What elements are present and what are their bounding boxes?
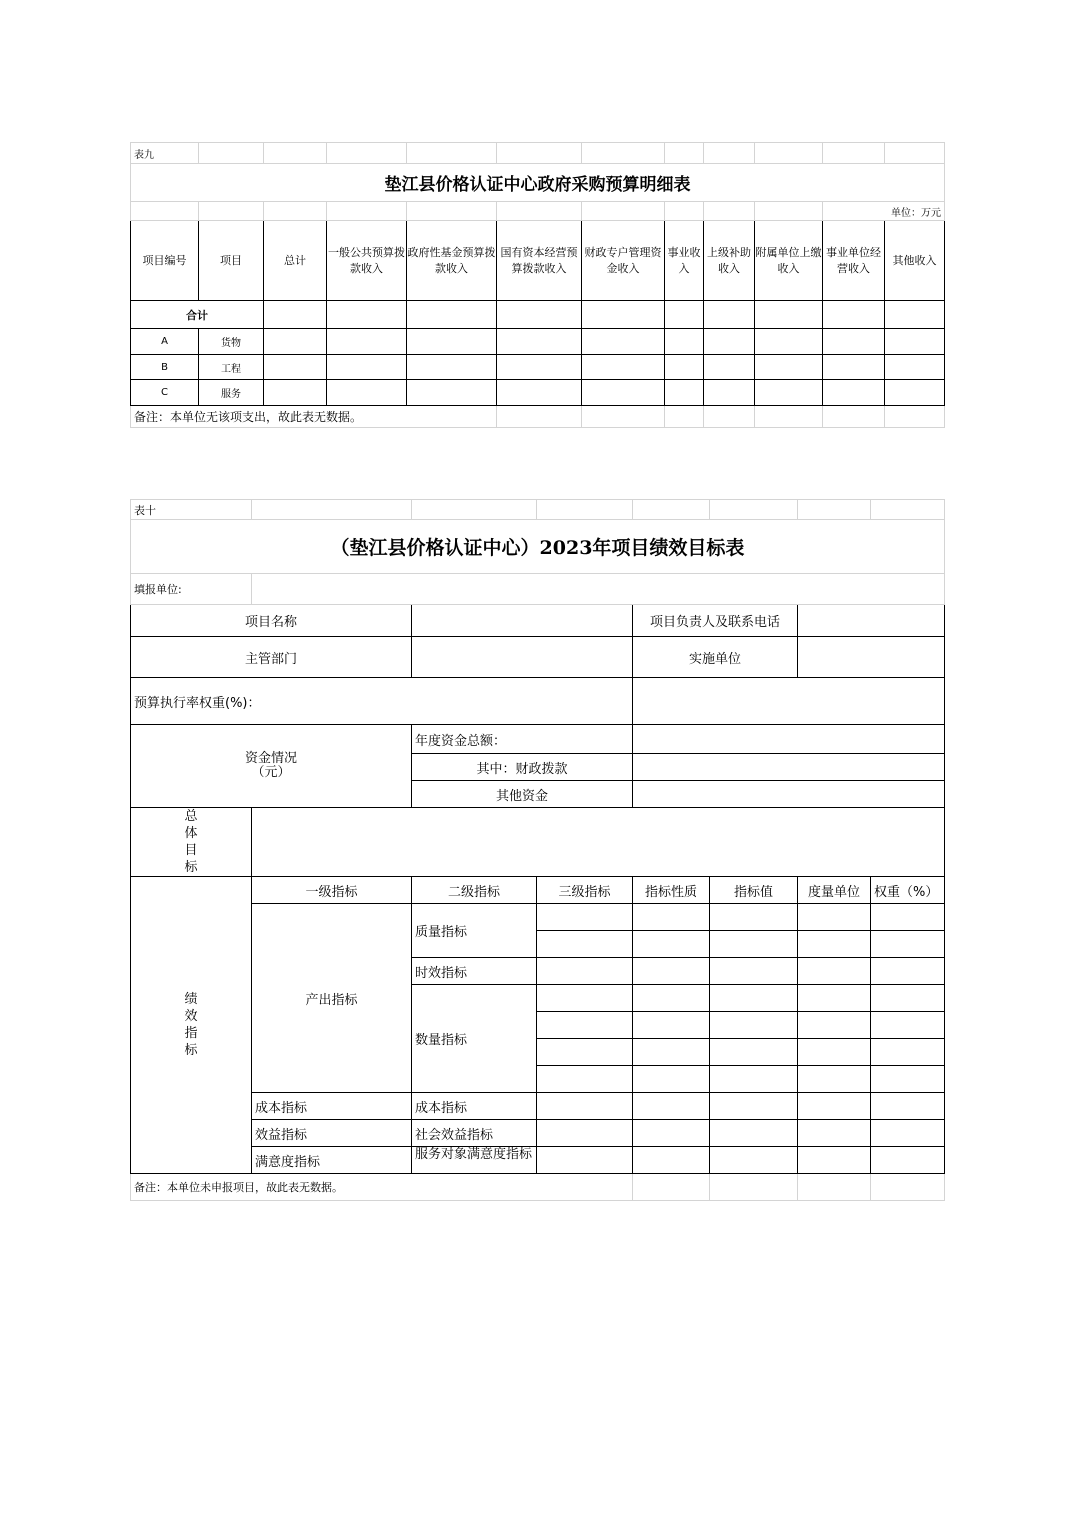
performance-goal-table: [130, 499, 945, 1201]
column-header: 上级补助收入: [704, 221, 755, 301]
fiscal-label: 其中：财政拨款: [412, 754, 633, 781]
column-header: 项目编号: [131, 221, 199, 301]
table-title: 垫江县价格认证中心政府采购预算明细表: [131, 164, 945, 202]
cost-indicator-l2: 成本指标: [412, 1093, 537, 1120]
fund-situation-label: 资金情况 （元）: [131, 725, 412, 808]
total-label: 合计: [131, 301, 264, 329]
project-lead-label: 项目负责人及联系电话: [633, 605, 798, 637]
table-note: 备注：本单位无该项支出，故此表无数据。: [131, 406, 497, 428]
row-name: 货物: [199, 329, 264, 355]
column-header: 指标值: [710, 877, 798, 904]
dept-label: 主管部门: [131, 637, 412, 678]
satisfaction-indicator-l1: 满意度指标: [252, 1147, 412, 1174]
row-name: 服务: [199, 380, 264, 406]
quantity-indicator-label: 数量指标: [412, 985, 537, 1093]
timeliness-indicator-label: 时效指标: [412, 958, 537, 985]
column-header: 项目: [199, 221, 264, 301]
row-code: B: [131, 355, 199, 380]
column-header: 附属单位上缴收入: [755, 221, 823, 301]
unit-label: 单位：万元: [823, 202, 945, 221]
overall-goal-text: 总体目标: [184, 809, 198, 875]
table-note: 备注：本单位未申报项目，故此表无数据。: [131, 1174, 633, 1201]
benefit-indicator-l1: 效益指标: [252, 1120, 412, 1147]
column-header: 度量单位: [798, 877, 871, 904]
table-title: （垫江县价格认证中心）2023年项目绩效目标表: [131, 520, 945, 574]
fill-unit-label: 填报单位:: [131, 574, 252, 605]
column-header: 一级指标: [252, 877, 412, 904]
table-row: [131, 329, 945, 355]
column-header: 二级指标: [412, 877, 537, 904]
column-header: 其他收入: [885, 221, 945, 301]
annual-total-label: 年度资金总额：: [412, 725, 633, 754]
column-header: 事业单位经营收入: [823, 221, 885, 301]
table-label: 表十: [131, 500, 252, 520]
column-header: 三级指标: [537, 877, 633, 904]
column-header: 总计: [264, 221, 327, 301]
column-header: 指标性质: [633, 877, 710, 904]
table-row: [131, 380, 945, 406]
column-header: 财政专户管理资金收入: [582, 221, 665, 301]
row-code: C: [131, 380, 199, 406]
quality-indicator-label: 质量指标: [412, 904, 537, 958]
perf-indicators-label: [131, 877, 252, 1174]
table-label: 表九: [131, 143, 199, 164]
satisfaction-indicator-l2: 服务对象满意度指标: [412, 1147, 537, 1174]
output-indicator-label: 产出指标: [252, 904, 412, 1093]
benefit-indicator-l2: 社会效益指标: [412, 1120, 537, 1147]
total-row: [131, 301, 945, 329]
column-header: 事业收入: [665, 221, 704, 301]
project-name-label: 项目名称: [131, 605, 412, 637]
procurement-budget-table: [130, 142, 945, 428]
budget-rate-label: 预算执行率权重(%)：: [131, 678, 633, 725]
column-header: 政府性基金预算拨款收入: [407, 221, 497, 301]
column-header: 国有资本经营预算拨款收入: [497, 221, 582, 301]
row-name: 工程: [199, 355, 264, 380]
cost-indicator-l1: 成本指标: [252, 1093, 412, 1120]
column-header: 一般公共预算拨款收入: [327, 221, 407, 301]
indicator-header-row: [131, 877, 945, 904]
row-code: A: [131, 329, 199, 355]
other-funds-label: 其他资金: [412, 781, 633, 808]
column-header: 权重（%）: [871, 877, 945, 904]
perf-indicators-text: 绩效指标: [184, 992, 198, 1058]
impl-unit-label: 实施单位: [633, 637, 798, 678]
overall-goal-label: [131, 808, 252, 877]
header-row: [131, 221, 945, 301]
table-row: [131, 355, 945, 380]
